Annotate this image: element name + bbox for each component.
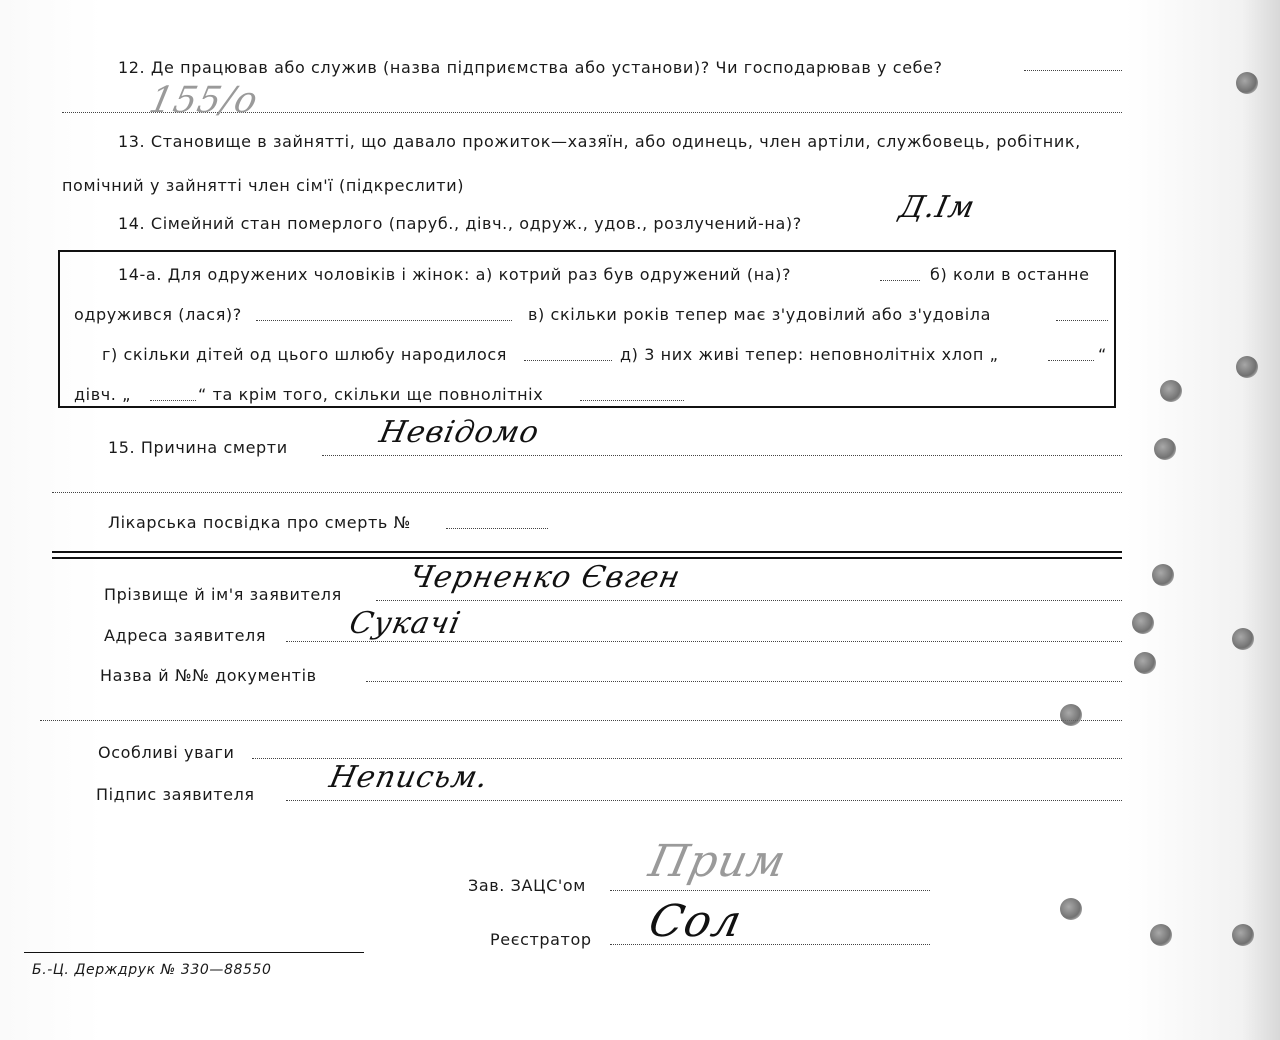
q14a-line1b: б) коли в останне xyxy=(930,265,1090,284)
punch-hole xyxy=(1236,356,1258,378)
q14a-v-line xyxy=(1056,320,1108,321)
q14a-line4b: “ та крім того, скільки ще повнолітніх xyxy=(198,385,544,404)
q14a-line1: 14-а. Для одружених чоловіків і жінок: а) котрий раз був одружений (на)? xyxy=(118,265,792,284)
applicant-address-label: Адреса заявителя xyxy=(104,626,267,645)
head-signature-line xyxy=(610,890,930,891)
punch-hole xyxy=(1150,924,1172,946)
q14a-g-line xyxy=(524,360,612,361)
q15-answer-line xyxy=(322,455,1122,456)
punch-hole xyxy=(1060,898,1082,920)
q15-answer: Невідомо xyxy=(376,415,543,450)
applicant-address-value: Сукачі xyxy=(346,606,465,641)
applicant-docs-line-2 xyxy=(40,720,1122,721)
separator-top xyxy=(52,551,1122,553)
footer-printer: Б.-Ц. Держдрук № 330—88550 xyxy=(32,962,272,978)
q13-label: 13. Становище в зайнятті, що давало прожиток—хазяїн, або одинець, член артіли, службовець, робітник, xyxy=(118,132,1081,151)
q14a-boys-line xyxy=(1048,360,1094,361)
q15-label: 15. Причина смерти xyxy=(108,438,288,457)
q14a-line3a: г) скільки дітей од цього шлюбу народилося xyxy=(102,345,507,364)
applicant-notes-line xyxy=(252,758,1122,759)
q13-label-cont: помічний у зайнятті член сім'ї (підкреслити) xyxy=(62,176,465,195)
q14a-b-line xyxy=(256,320,512,321)
registrar-label: Реєстратор xyxy=(490,930,592,949)
q14a-adults-line xyxy=(580,400,684,401)
q14a-line3c: “ xyxy=(1098,345,1107,364)
applicant-signature-line xyxy=(286,800,1122,801)
applicant-notes-label: Особливі уваги xyxy=(98,743,235,762)
q14a-line4a: дівч. „ xyxy=(74,385,132,404)
medical-number-line xyxy=(446,528,548,529)
applicant-signature-value: Неписьм. xyxy=(326,760,492,795)
q14a-line3b: д) 3 них живі тепер: неповнолітніх хлоп „ xyxy=(620,345,999,364)
head-label: Зав. ЗАЦС'ом xyxy=(468,876,586,895)
punch-hole xyxy=(1154,438,1176,460)
punch-hole xyxy=(1160,380,1182,402)
registrar-signature: Сол xyxy=(644,896,747,947)
applicant-name-line xyxy=(376,600,1122,601)
q12-label: 12. Де працював або служив (назва підприємства або установи)? Чи господарював у себе? xyxy=(118,58,943,77)
q14a-line2b: в) скільки років тепер має з'удовілий або з'удовіла xyxy=(528,305,991,324)
medical-label: Лікарська посвідка про смерть № xyxy=(108,513,411,532)
q12-margin-note: 155/о xyxy=(145,80,262,121)
q15-answer-line-2 xyxy=(52,492,1122,493)
q12-answer-line xyxy=(1024,70,1122,71)
separator-bottom xyxy=(52,557,1122,559)
applicant-signature-label: Підпис заявителя xyxy=(96,785,255,804)
applicant-name-label: Прізвище й ім'я заявителя xyxy=(104,585,342,604)
punch-hole xyxy=(1134,652,1156,674)
applicant-docs-label: Назва й №№ документів xyxy=(100,666,317,685)
punch-hole xyxy=(1060,704,1082,726)
q14a-a-line xyxy=(880,280,920,281)
punch-hole xyxy=(1132,612,1154,634)
punch-hole xyxy=(1236,72,1258,94)
q14a-line2a: одружився (лася)? xyxy=(74,305,242,324)
applicant-docs-line xyxy=(366,681,1122,682)
q14a-girls-line xyxy=(150,400,196,401)
applicant-name-value: Черненко Євген xyxy=(406,560,684,595)
punch-hole xyxy=(1152,564,1174,586)
head-signature: Прим xyxy=(644,836,791,887)
q14-label: 14. Сімейний стан померлого (паруб., дівч., одруж., удов., розлучений-на)? xyxy=(118,214,802,233)
punch-hole xyxy=(1232,924,1254,946)
footer-rule xyxy=(24,952,364,953)
punch-hole xyxy=(1232,628,1254,650)
q14-answer: Д.Ім xyxy=(896,190,979,225)
applicant-address-line xyxy=(286,641,1122,642)
